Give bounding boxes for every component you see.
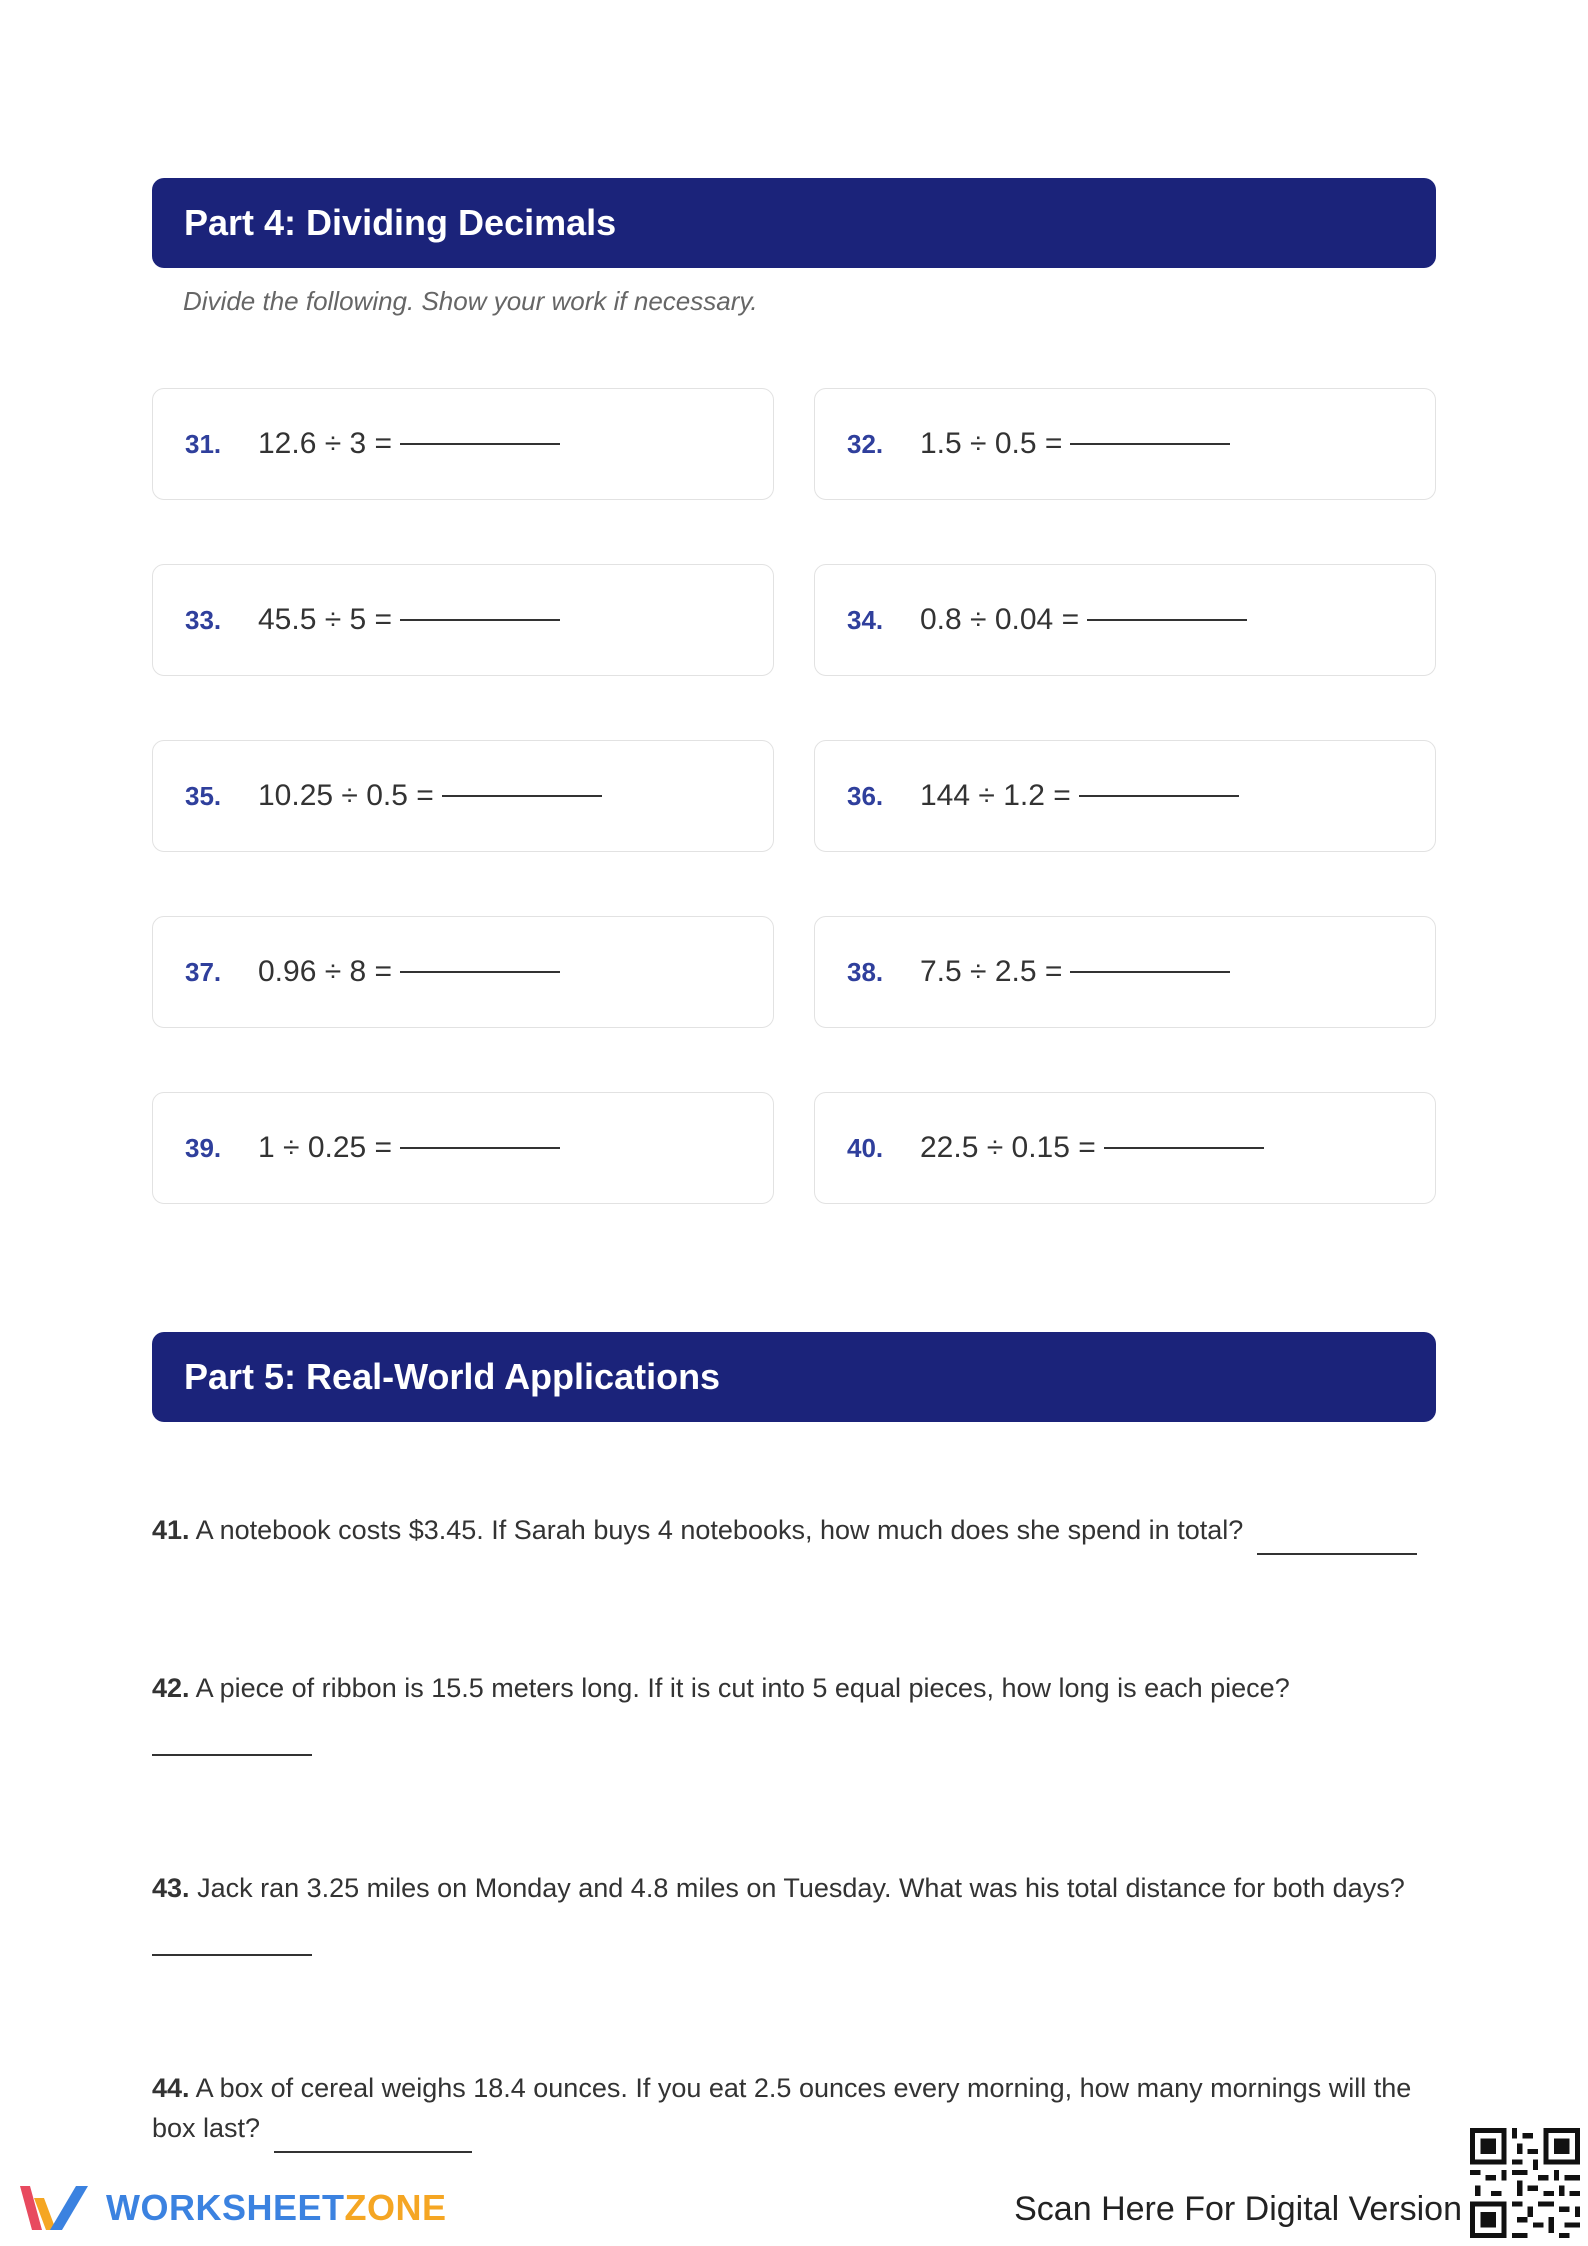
- problem-card-31: [152, 388, 774, 500]
- word-problem-44: [152, 2068, 1442, 2153]
- worksheetzone-logo: [16, 2180, 447, 2236]
- question-number: 33.: [185, 604, 222, 635]
- answer-blank[interactable]: [400, 1147, 560, 1149]
- problem-card-35: [152, 740, 774, 852]
- answer-blank[interactable]: [1104, 1147, 1264, 1149]
- problem-card-32: [814, 388, 1436, 500]
- problem-card-40: [814, 1092, 1436, 1204]
- question-number: 35.: [185, 780, 222, 811]
- problem-card-38: [814, 916, 1436, 1028]
- problem-number: 42.: [152, 1673, 190, 1703]
- question-number: 38.: [847, 956, 884, 987]
- answer-blank[interactable]: [1257, 1553, 1417, 1555]
- question-expression: 45.5 ÷ 5 =: [258, 603, 393, 636]
- part5-title: Part 5: Real-World Applications: [184, 1356, 721, 1397]
- problem-number: 41.: [152, 1515, 190, 1545]
- problem-text: A notebook costs $3.45. If Sarah buys 4 notebooks, how much does she spend in total?: [195, 1515, 1244, 1545]
- question-expression: 144 ÷ 1.2 =: [920, 779, 1071, 812]
- problem-text: A box of cereal weighs 18.4 ounces. If you eat 2.5 ounces every morning, how many mornings will the box last?: [152, 2073, 1412, 2143]
- problem-card-36: [814, 740, 1436, 852]
- worksheetzone-w-icon: [16, 2180, 92, 2236]
- answer-blank[interactable]: [1070, 443, 1230, 445]
- word-problem-41: [152, 1510, 1442, 1555]
- word-problem-42: [152, 1668, 1442, 1756]
- part4-title: Part 4: Dividing Decimals: [184, 202, 617, 243]
- question-number: 39.: [185, 1132, 222, 1163]
- question-expression: 12.6 ÷ 3 =: [258, 427, 393, 460]
- problem-number: 43.: [152, 1873, 190, 1903]
- qr-code-icon[interactable]: [1470, 2128, 1580, 2238]
- question-expression: 10.25 ÷ 0.5 =: [258, 779, 434, 812]
- problem-text: A piece of ribbon is 15.5 meters long. If it is cut into 5 equal pieces, how long is each piece?: [195, 1673, 1290, 1703]
- answer-blank[interactable]: [1087, 619, 1247, 621]
- answer-blank[interactable]: [152, 1954, 312, 1956]
- question-number: 34.: [847, 604, 884, 635]
- answer-blank[interactable]: [400, 443, 560, 445]
- problem-card-33: [152, 564, 774, 676]
- part4-banner: [152, 178, 1436, 268]
- word-problem-43: [152, 1868, 1442, 1956]
- question-expression: 7.5 ÷ 2.5 =: [920, 955, 1063, 988]
- question-expression: 1 ÷ 0.25 =: [258, 1131, 393, 1164]
- answer-blank[interactable]: [1070, 971, 1230, 973]
- question-number: 37.: [185, 956, 222, 987]
- problem-card-34: [814, 564, 1436, 676]
- brand-name: WORKSHEETZONE: [106, 2187, 447, 2228]
- answer-blank[interactable]: [400, 971, 560, 973]
- problem-card-39: [152, 1092, 774, 1204]
- problem-text: Jack ran 3.25 miles on Monday and 4.8 miles on Tuesday. What was his total distance for both days?: [197, 1873, 1405, 1903]
- problem-card-37: [152, 916, 774, 1028]
- question-expression: 22.5 ÷ 0.15 =: [920, 1131, 1096, 1164]
- answer-blank[interactable]: [442, 795, 602, 797]
- question-expression: 0.8 ÷ 0.04 =: [920, 603, 1080, 636]
- answer-blank[interactable]: [400, 619, 560, 621]
- answer-blank[interactable]: [152, 1754, 312, 1756]
- question-number: 40.: [847, 1132, 884, 1163]
- part4-problem-grid: [152, 388, 1436, 1204]
- part5-banner: [152, 1332, 1436, 1422]
- question-number: 31.: [185, 428, 222, 459]
- problem-number: 44.: [152, 2073, 190, 2103]
- answer-blank[interactable]: [274, 2151, 472, 2153]
- question-expression: 0.96 ÷ 8 =: [258, 955, 393, 988]
- scan-text: Scan Here For Digital Version: [1014, 2190, 1462, 2228]
- part4-instructions: Divide the following. Show your work if necessary.: [183, 286, 758, 316]
- question-number: 32.: [847, 428, 884, 459]
- question-expression: 1.5 ÷ 0.5 =: [920, 427, 1063, 460]
- question-number: 36.: [847, 780, 884, 811]
- answer-blank[interactable]: [1079, 795, 1239, 797]
